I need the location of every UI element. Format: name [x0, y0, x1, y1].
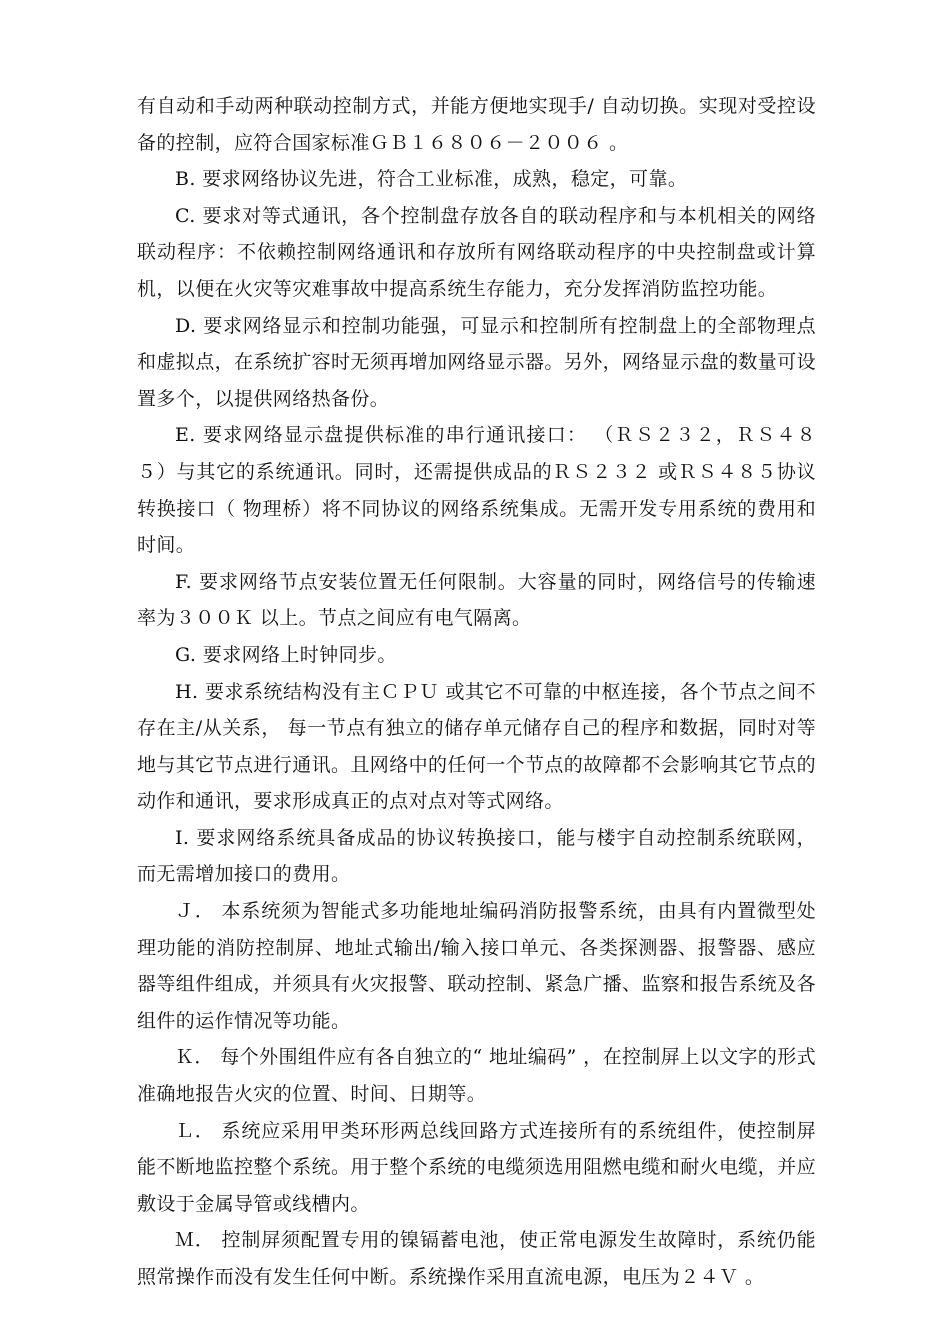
paragraph-j: Ｊ． 本系统须为智能式多功能地址编码消防报警系统，由具有内置微型处理功能的消防控制屏、地址式输出/输入接口单元、各类探测器、报警器、感应器等组件组成，并须具有火灾报警、联动控制、紧急广播、监察和报告系统及各组件的运作情况等功能。 — [137, 900, 817, 1032]
document-body — [137, 88, 816, 1296]
paragraph-continuation: 有自动和手动两种联动控制方式，并能方便地实现手/ 自动切换。实现对受控设备的控制，应符合国家标准ＧＢ１６８０６－２００６ 。 — [137, 95, 816, 154]
paragraph-m: Ｍ． 控制屏须配置专用的镍镉蓄电池，使正常电源发生故障时，系统仍能照常操作而没有发生任何中断。系统操作采用直流电源，电压为２４Ｖ 。 — [137, 1229, 816, 1288]
paragraph-f: F. 要求网络节点安装位置无任何限制。大容量的同时，网络信号的传输速率为３００Ｋ 以上。节点之间应有电气隔离。 — [137, 570, 816, 630]
paragraph-h: H. 要求系统结构没有主ＣＰＵ 或其它不可靠的中枢连接，各个节点之间不存在主/从关系， 每一节点有独立的储存单元储存自己的程序和数据，同时对等地与其它节点进行通讯。且网络中的任何一个节点的故障都不会影响其它节点的动作和通讯，要求形成真正的点对点对等式网络。 — [137, 680, 817, 813]
paragraph-d: D. 要求网络显示和控制功能强，可显示和控制所有控制盘上的全部物理点和虚拟点，在系统扩容时无须再增加网络显示器。另外，网络显示盘的数量可设置多个，以提供网络热备份。 — [137, 314, 817, 410]
paragraph-k: Ｋ． 每个外围组件应有各自独立的“ 地址编码” ，在控制屏上以文字的形式准确地报告火灾的位置、时间、日期等。 — [137, 1046, 816, 1106]
paragraph-e: E. 要求网络显示盘提供标准的串行通讯接口： （ＲＳ２３２，ＲＳ４８５）与其它的系统通讯。同时，还需提供成品的ＲＳ２３２ 或ＲＳ４８５协议转换接口（ 物理桥）将不同协议的网络系统集成。无需开发专用系统的费用和时间。 — [137, 424, 816, 557]
paragraph-c: C. 要求对等式通讯，各个控制盘存放各自的联动程序和与本机相关的网络联动程序：不依赖控制网络通讯和存放所有网络联动程序的中央控制盘或计算机，以便在火灾等灾难事故中提高系统生存能力，充分发挥消防监控功能。 — [137, 204, 816, 300]
paragraph-i: I. 要求网络系统具备成品的协议转换接口，能与楼宇自动控制系统联网，而无需增加接口的费用。 — [137, 826, 816, 886]
paragraph-g: G. 要求网络上时钟同步。 — [175, 643, 397, 666]
paragraph-b: B. 要求网络协议先进，符合工业标准，成熟，稳定，可靠。 — [175, 168, 688, 191]
paragraph-l: Ｌ． 系统应采用甲类环形两总线回路方式连接所有的系统组件，使控制屏能不断地监控整个系统。用于整个系统的电缆须选用阻燃电缆和耐火电缆，并应敷设于金属导管或线槽内。 — [137, 1119, 817, 1215]
